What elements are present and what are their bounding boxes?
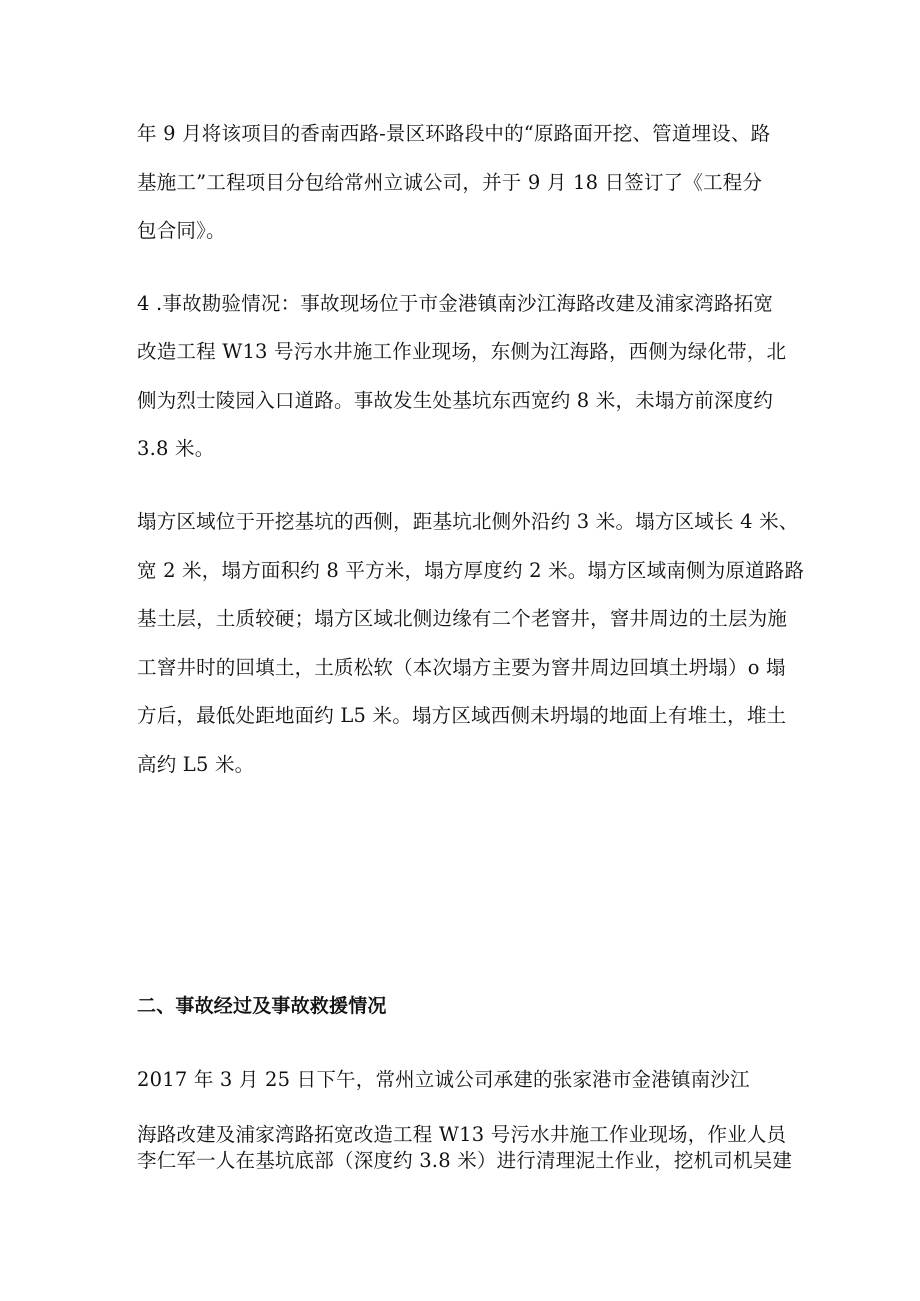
text-line: 工窨井时的回填土，土质松软（本次塌方主要为窨井周边回填土坍塌）o 塌 <box>137 656 786 679</box>
text-line: 基土层，土质较硬；塌方区域北侧边缘有二个老窨井，窨井周边的土层为施 <box>137 607 788 630</box>
text-line: 基施工”工程项目分包给常州立诚公司，并于 9 月 18 日签订了《工程分 <box>137 171 763 194</box>
text-line: 4 .事故勘验情况：事故现场位于市金港镇南沙江海路改建及浦家湾路拓宽 <box>137 292 774 315</box>
text-line: 2017 年 3 月 25 日下午，常州立诚公司承建的张家港市金港镇南沙江 <box>137 1068 750 1091</box>
section-heading: 二、事故经过及事故救援情况 <box>137 995 387 1017</box>
text-line: 高约 L5 米。 <box>137 753 255 776</box>
text-line: 塌方区域位于开挖基坑的西侧，距基坑北侧外沿约 3 米。塌方区域长 4 米、 <box>137 510 799 533</box>
text-line: 方后，最低处距地面约 L5 米。塌方区域西侧未坍塌的地面上有堆土，堆土 <box>137 704 787 727</box>
text-line: 宽 2 米，塌方面积约 8 平方米，塌方厚度约 2 米。塌方区域南侧为原道路路 <box>137 559 805 582</box>
text-line: 年 9 月将该项目的香南西路-景区环路段中的“原路面开挖、管道埋设、路 <box>137 122 771 145</box>
text-line: 包合同》。 <box>137 219 226 242</box>
text-line: 海路改建及浦家湾路拓宽改造工程 W13 号污水井施工作业现场，作业人员 <box>137 1123 787 1146</box>
text-line: 改造工程 W13 号污水井施工作业现场，东侧为江海路，西侧为绿化带，北 <box>137 340 787 363</box>
text-line: 侧为烈士陵园入口道路。事故发生处基坑东西宽约 8 米，未塌方前深度约 <box>137 389 774 412</box>
text-line: 李仁军一人在基坑底部（深度约 3.8 米）进行清理泥土作业，挖机司机吴建 <box>137 1149 793 1172</box>
text-line: 3.8 米。 <box>137 437 215 460</box>
